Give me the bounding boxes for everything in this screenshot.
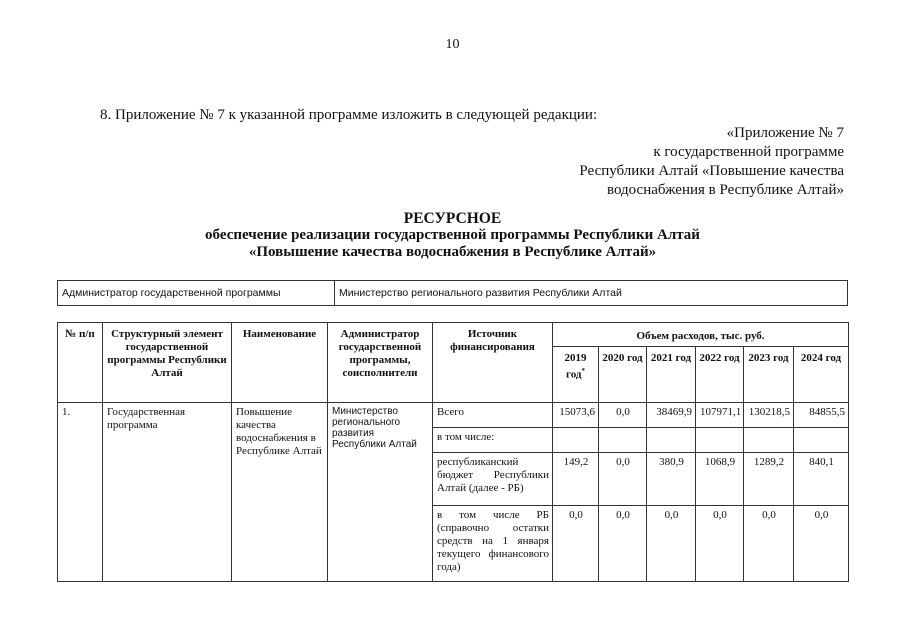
value-cell: 0,0 — [647, 506, 696, 582]
appendix-line-1: «Приложение № 7 — [726, 125, 844, 141]
appendix-line-4: водоснабжения в Республике Алтай» — [606, 182, 844, 198]
header-administrator: Администратор государственной программы, соисполнители — [328, 323, 433, 403]
title-line-3: «Повышение качества водоснабжения в Республике Алтай» — [248, 244, 657, 260]
row-num: 1. — [58, 403, 103, 582]
value-cell: 0,0 — [553, 506, 599, 582]
source-cell: в том числе РБ (справочно остатки средств на 1 января текущего финансового года) — [433, 506, 553, 582]
source-cell: Всего — [433, 403, 553, 428]
value-cell — [553, 428, 599, 453]
value-cell: 0,0 — [696, 506, 744, 582]
value-cell: 0,0 — [744, 506, 794, 582]
header-2019 — [553, 347, 599, 403]
value-cell: 1068,9 — [696, 453, 744, 506]
header-2019-footnote-mark: * — [581, 367, 585, 375]
value-cell: 15073,6 — [553, 403, 599, 428]
value-cell: 0,0 — [794, 506, 849, 582]
title-line-1: РЕСУРСНОЕ — [403, 210, 502, 227]
row-administrator: Министерство регионального развития Республики Алтай — [328, 403, 433, 582]
administrator-table — [57, 280, 848, 306]
value-cell: 107971,1 — [696, 403, 744, 428]
table-row — [58, 403, 849, 428]
value-cell: 130218,5 — [744, 403, 794, 428]
header-num: № п/п — [58, 323, 103, 403]
header-2020: 2020 год — [599, 347, 647, 403]
value-cell — [744, 428, 794, 453]
appendix-line-2: к государственной программе — [653, 144, 844, 160]
value-cell: 84855,5 — [794, 403, 849, 428]
appendix-reference — [579, 124, 844, 200]
header-2021: 2021 год — [647, 347, 696, 403]
header-2019-label: 2019 год — [564, 352, 587, 381]
row-name: Повышение качества водоснабжения в Республике Алтай — [232, 403, 328, 582]
administrator-label: Администратор государственной программы — [58, 281, 335, 306]
value-cell: 0,0 — [599, 453, 647, 506]
source-cell: в том числе: — [433, 428, 553, 453]
header-name: Наименование — [232, 323, 328, 403]
header-source: Источник финансирования — [433, 323, 553, 403]
resource-table — [57, 322, 849, 582]
value-cell — [696, 428, 744, 453]
value-cell — [647, 428, 696, 453]
value-cell: 1289,2 — [744, 453, 794, 506]
document-title — [0, 210, 905, 261]
item-8-paragraph: 8. Приложение № 7 к указанной программе изложить в следующей редакции: — [100, 107, 598, 123]
value-cell: 840,1 — [794, 453, 849, 506]
row-element: Государственная программа — [103, 403, 232, 582]
header-2023: 2023 год — [744, 347, 794, 403]
source-cell: республиканский бюджет Республики Алтай (далее - РБ) — [433, 453, 553, 506]
administrator-value: Министерство регионального развития Республики Алтай — [335, 281, 848, 306]
appendix-line-3: Республики Алтай «Повышение качества — [579, 163, 844, 179]
page-number: 10 — [445, 37, 460, 52]
header-element: Структурный элемент государственной программы Республики Алтай — [103, 323, 232, 403]
header-2024: 2024 год — [794, 347, 849, 403]
value-cell: 149,2 — [553, 453, 599, 506]
header-2022: 2022 год — [696, 347, 744, 403]
title-line-2: обеспечение реализации государственной программы Республики Алтай — [205, 227, 700, 243]
value-cell: 38469,9 — [647, 403, 696, 428]
value-cell — [599, 428, 647, 453]
value-cell: 380,9 — [647, 453, 696, 506]
value-cell: 0,0 — [599, 506, 647, 582]
value-cell: 0,0 — [599, 403, 647, 428]
value-cell — [794, 428, 849, 453]
header-expenses: Объем расходов, тыс. руб. — [553, 323, 849, 347]
